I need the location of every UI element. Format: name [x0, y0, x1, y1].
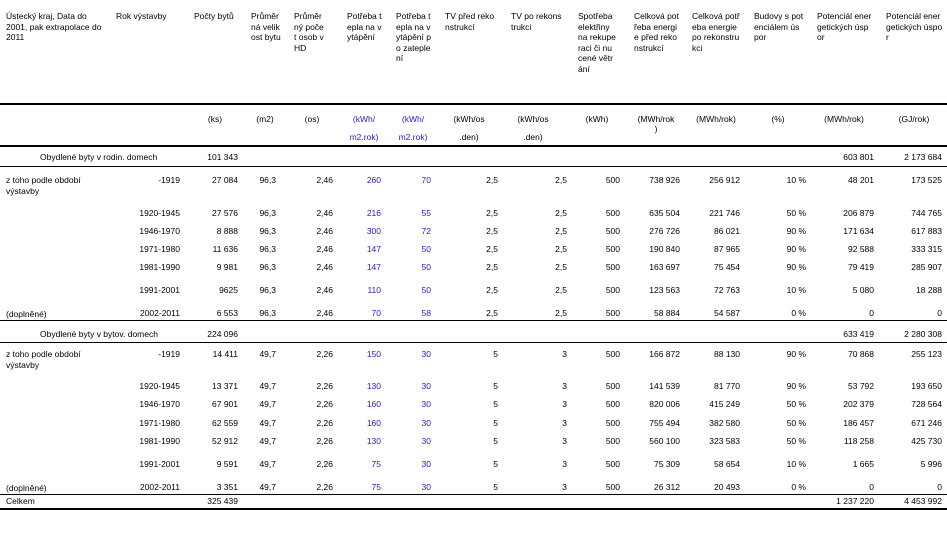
cell-area: 49,7: [259, 459, 276, 469]
cell-year: 1971-1980: [139, 418, 180, 428]
unit-heat-need-after-b: m2.rok): [398, 132, 428, 142]
cell-heat: 70: [371, 308, 381, 318]
cell-pot-gj: 728 564: [911, 399, 942, 409]
unit-total-before-b: ): [654, 124, 658, 134]
cell-year: 1981-1990: [139, 262, 180, 272]
cell-year: 1971-1980: [139, 244, 180, 254]
cell-total-before: 75 309: [654, 459, 680, 469]
cell-tv-after: 2,5: [555, 308, 567, 318]
cell-persons: 2,46: [316, 244, 333, 254]
cell-tv-before: 5: [493, 399, 498, 409]
cell-total-after: 58 654: [714, 459, 740, 469]
cell-persons: 2,46: [316, 308, 333, 318]
cell-el: 500: [605, 208, 620, 218]
cell-heat-after: 72: [421, 226, 431, 236]
cell-total-after: 88 130: [714, 349, 740, 359]
cell-pot-mwh: 0: [869, 482, 874, 492]
cell-heat-after: 30: [421, 349, 431, 359]
section-title: Obydlené byty v bytov. domech: [40, 329, 158, 339]
cell-flats: 67 901: [212, 399, 238, 409]
cell-tv-before: 5: [493, 436, 498, 446]
cell-year: -1919: [158, 175, 180, 185]
cell-heat: 160: [366, 418, 381, 428]
cell-tv-after: 3: [562, 436, 567, 446]
cell-total-after: 54 587: [714, 308, 740, 318]
unit-potential-gj: (GJ/rok): [898, 114, 930, 124]
header-region: Ústecký kraj, Data do 2001, pak extrapolace do 2011: [6, 11, 102, 42]
cell-year: 1991-2001: [139, 285, 180, 295]
cell-pot-gj: 285 907: [911, 262, 942, 272]
cell-el: 500: [605, 436, 620, 446]
cell-share: 10 %: [786, 459, 806, 469]
cell-persons: 2,26: [316, 482, 333, 492]
cell-flats: 52 912: [212, 436, 238, 446]
cell-persons: 2,26: [316, 349, 333, 359]
unit-flats: (ks): [207, 114, 223, 124]
cell-pot-mwh: 48 201: [848, 175, 874, 185]
cell-year: 1920-1945: [139, 381, 180, 391]
cell-tv-after: 2,5: [555, 175, 567, 185]
row-divider: [0, 320, 947, 321]
header-electricity: Spotřeba elektřiny na rekuperaci či nucené větrání: [578, 11, 616, 74]
cell-pot-gj: 671 246: [911, 418, 942, 428]
cell-share: 90 %: [786, 226, 806, 236]
cell-pot-mwh: 206 879: [843, 208, 874, 218]
cell-heat-after: 30: [421, 381, 431, 391]
cell-total-after: 221 746: [709, 208, 740, 218]
cell-share: 10 %: [786, 175, 806, 185]
cell-total-after: 87 965: [714, 244, 740, 254]
cell-heat: 150: [366, 349, 381, 359]
cell-total-before: 738 926: [649, 175, 680, 185]
header-total-before: Celková potřeba energie před rekonstrukcí: [634, 11, 679, 53]
cell-total-after: 81 770: [714, 381, 740, 391]
cell-el: 500: [605, 262, 620, 272]
cell-total-after: 415 249: [709, 399, 740, 409]
cell-total-after: 72 763: [714, 285, 740, 295]
cell-persons: 2,26: [316, 399, 333, 409]
cell-flats: 9 591: [216, 459, 238, 469]
cell-heat-after: 50: [421, 262, 431, 272]
row-divider: [0, 342, 947, 343]
cell-pot-gj: 18 288: [916, 285, 942, 295]
section-potential-gj: 2 280 308: [904, 329, 942, 339]
cell-tv-after: 3: [562, 459, 567, 469]
cell-area: 96,3: [259, 244, 276, 254]
cell-el: 500: [605, 399, 620, 409]
cell-total-before: 166 872: [649, 349, 680, 359]
cell-tv-after: 3: [562, 399, 567, 409]
cell-tv-before: 2,5: [486, 208, 498, 218]
header-total-after: Celková potřeba energie po rekonstrukci: [692, 11, 740, 53]
cell-tv-before: 2,5: [486, 175, 498, 185]
cell-pot-mwh: 0: [869, 308, 874, 318]
unit-area: (m2): [256, 114, 274, 124]
cell-persons: 2,46: [316, 226, 333, 236]
cell-heat-after: 70: [421, 175, 431, 185]
cell-year: -1919: [158, 349, 180, 359]
cell-tv-after: 3: [562, 349, 567, 359]
cell-el: 500: [605, 175, 620, 185]
cell-heat-after: 30: [421, 459, 431, 469]
cell-total-before: 26 312: [654, 482, 680, 492]
doplnene-label: (doplněné): [6, 483, 47, 493]
section-flats: 224 096: [207, 329, 238, 339]
cell-flats: 6 553: [216, 308, 238, 318]
cell-el: 500: [605, 482, 620, 492]
cell-area: 49,7: [259, 482, 276, 492]
cell-pot-mwh: 171 634: [843, 226, 874, 236]
cell-tv-before: 2,5: [486, 244, 498, 254]
cell-total-after: 75 454: [714, 262, 740, 272]
cell-flats: 9625: [219, 285, 238, 295]
cell-pot-gj: 333 315: [911, 244, 942, 254]
cell-area: 49,7: [259, 399, 276, 409]
cell-tv-before: 2,5: [486, 262, 498, 272]
cell-share: 90 %: [786, 349, 806, 359]
unit-tv-before-a: (kWh/os: [453, 114, 485, 124]
units-divider: [0, 145, 947, 147]
cell-pot-gj: 193 650: [911, 381, 942, 391]
cell-total-after: 20 493: [714, 482, 740, 492]
cell-flats: 8 888: [216, 226, 238, 236]
unit-electricity: (kWh): [585, 114, 609, 124]
cell-pot-mwh: 186 457: [843, 418, 874, 428]
unit-heat-need-a: (kWh/: [352, 114, 376, 124]
cell-share: 10 %: [786, 285, 806, 295]
unit-tv-before-b: .den): [459, 132, 479, 142]
cell-total-before: 141 539: [649, 381, 680, 391]
cell-tv-before: 5: [493, 381, 498, 391]
cell-heat-after: 50: [421, 244, 431, 254]
cell-heat: 130: [366, 436, 381, 446]
unit-total-after: (MWh/rok): [696, 114, 736, 124]
cell-pot-mwh: 5 080: [852, 285, 874, 295]
doplnene-label: (doplněné): [6, 309, 47, 319]
section-flats: 101 343: [207, 152, 238, 162]
cell-pot-mwh: 70 868: [848, 349, 874, 359]
cell-tv-before: 2,5: [486, 226, 498, 236]
cell-total-before: 190 840: [649, 244, 680, 254]
cell-total-before: 163 697: [649, 262, 680, 272]
cell-year: 1991-2001: [139, 459, 180, 469]
cell-share: 50 %: [786, 399, 806, 409]
cell-el: 500: [605, 381, 620, 391]
cell-area: 49,7: [259, 436, 276, 446]
cell-heat: 216: [366, 208, 381, 218]
cell-share: 50 %: [786, 208, 806, 218]
cell-tv-after: 2,5: [555, 226, 567, 236]
header-potential-mwh: Potenciál energetických úspor: [817, 11, 872, 42]
cell-pot-mwh: 79 419: [848, 262, 874, 272]
cell-area: 96,3: [259, 175, 276, 185]
header-area: Průměrná velikost bytu: [251, 11, 281, 42]
cell-year: 2002-2011: [139, 308, 180, 318]
cell-total-before: 820 006: [649, 399, 680, 409]
cell-year: 1946-1970: [139, 226, 180, 236]
cell-pot-mwh: 1 665: [852, 459, 874, 469]
cell-persons: 2,26: [316, 418, 333, 428]
cell-total-before: 560 100: [649, 436, 680, 446]
cell-el: 500: [605, 308, 620, 318]
header-tv-before: TV před rekonstrukcí: [445, 11, 495, 32]
cell-year: 2002-2011: [139, 482, 180, 492]
unit-heat-need-after-a: (kWh/: [401, 114, 425, 124]
cell-pot-gj: 744 765: [911, 208, 942, 218]
cell-flats: 14 411: [212, 349, 238, 359]
cell-share: 50 %: [786, 436, 806, 446]
cell-total-after: 256 912: [709, 175, 740, 185]
row-divider: [0, 166, 947, 167]
cell-pot-mwh: 118 258: [843, 436, 874, 446]
cell-heat-after: 30: [421, 482, 431, 492]
cell-tv-before: 2,5: [486, 308, 498, 318]
unit-potential-mwh: (MWh/rok): [824, 114, 864, 124]
cell-heat: 75: [371, 482, 381, 492]
cell-heat: 300: [366, 226, 381, 236]
cell-area: 49,7: [259, 418, 276, 428]
cell-share: 50 %: [786, 418, 806, 428]
cell-flats: 3 351: [216, 482, 238, 492]
cell-area: 96,3: [259, 262, 276, 272]
cell-persons: 2,46: [316, 285, 333, 295]
cell-share: 90 %: [786, 244, 806, 254]
cell-area: 96,3: [259, 285, 276, 295]
cell-share: 0 %: [791, 308, 806, 318]
cell-el: 500: [605, 349, 620, 359]
cell-el: 500: [605, 244, 620, 254]
cell-tv-before: 5: [493, 418, 498, 428]
cell-pot-gj: 173 525: [911, 175, 942, 185]
cell-pot-gj: 0: [937, 308, 942, 318]
cell-total-before: 123 563: [649, 285, 680, 295]
unit-tv-after-a: (kWh/os: [517, 114, 549, 124]
unit-buildings-share: (%): [771, 114, 785, 124]
cell-tv-before: 5: [493, 459, 498, 469]
cell-pot-gj: 5 996: [920, 459, 942, 469]
cell-pot-mwh: 202 379: [843, 399, 874, 409]
cell-pot-gj: 425 730: [911, 436, 942, 446]
cell-el: 500: [605, 226, 620, 236]
cell-tv-after: 2,5: [555, 262, 567, 272]
section-potential-gj: 2 173 684: [904, 152, 942, 162]
table-bottom-border: [0, 508, 947, 510]
cell-heat: 160: [366, 399, 381, 409]
cell-pot-gj: 0: [937, 482, 942, 492]
header-divider: [0, 103, 947, 105]
header-flats: Počty bytů: [194, 11, 234, 21]
cell-tv-after: 3: [562, 482, 567, 492]
header-tv-after: TV po rekonstrukci: [511, 11, 562, 32]
cell-tv-after: 2,5: [555, 208, 567, 218]
cell-total-after: 323 583: [709, 436, 740, 446]
cell-area: 49,7: [259, 349, 276, 359]
cell-area: 96,3: [259, 308, 276, 318]
cell-area: 96,3: [259, 226, 276, 236]
header-heat-need: Potřeba tepla na vytápění: [347, 11, 382, 42]
cell-persons: 2,46: [316, 175, 333, 185]
unit-tv-after-b: .den): [523, 132, 543, 142]
cell-heat-after: 50: [421, 285, 431, 295]
cell-flats: 11 636: [212, 244, 238, 254]
cell-flats: 13 371: [212, 381, 238, 391]
cell-heat: 260: [366, 175, 381, 185]
cell-pot-mwh: 53 792: [848, 381, 874, 391]
cell-pot-gj: 255 123: [911, 349, 942, 359]
cell-flats: 9 981: [216, 262, 238, 272]
total-flats: 325 439: [207, 496, 238, 506]
cell-heat: 147: [366, 262, 381, 272]
cell-tv-after: 2,5: [555, 285, 567, 295]
cell-heat-after: 30: [421, 399, 431, 409]
section-title: Obydlené byty v rodin. domech: [40, 152, 158, 162]
cell-tv-before: 5: [493, 482, 498, 492]
unit-total-before-a: (MWh/rok: [637, 114, 675, 124]
cell-flats: 27 084: [212, 175, 238, 185]
header-persons: Průměrný počet osob v HD: [294, 11, 324, 53]
unit-persons: (os): [304, 114, 320, 124]
cell-heat: 75: [371, 459, 381, 469]
group-label: z toho podle období výstavby: [6, 175, 81, 196]
cell-share: 90 %: [786, 262, 806, 272]
cell-total-after: 86 021: [714, 226, 740, 236]
cell-heat-after: 58: [421, 308, 431, 318]
cell-persons: 2,26: [316, 436, 333, 446]
section-potential-mwh: 633 419: [843, 329, 874, 339]
cell-persons: 2,46: [316, 208, 333, 218]
cell-year: 1981-1990: [139, 436, 180, 446]
cell-share: 90 %: [786, 381, 806, 391]
cell-flats: 27 576: [212, 208, 238, 218]
group-label: z toho podle období výstavby: [6, 349, 81, 370]
header-year: Rok výstavby: [116, 11, 167, 21]
cell-persons: 2,26: [316, 381, 333, 391]
total-potential-mwh: 1 237 220: [836, 496, 874, 506]
cell-tv-before: 2,5: [486, 285, 498, 295]
header-buildings-share: Budovy s potenciálem úspor: [754, 11, 804, 42]
cell-heat: 147: [366, 244, 381, 254]
header-potential-gj: Potenciál energetických úspor: [886, 11, 943, 42]
cell-heat-after: 30: [421, 418, 431, 428]
cell-area: 49,7: [259, 381, 276, 391]
total-label: Celkem: [6, 496, 35, 506]
unit-heat-need-b: m2.rok): [349, 132, 379, 142]
header-heat-need-after: Potřeba tepla na vytápění po zateplení: [396, 11, 431, 63]
cell-total-after: 382 580: [709, 418, 740, 428]
section-potential-mwh: 603 801: [843, 152, 874, 162]
cell-persons: 2,46: [316, 262, 333, 272]
cell-year: 1920-1945: [139, 208, 180, 218]
cell-el: 500: [605, 285, 620, 295]
cell-flats: 62 559: [212, 418, 238, 428]
cell-persons: 2,26: [316, 459, 333, 469]
cell-heat: 110: [367, 285, 381, 295]
cell-el: 500: [605, 459, 620, 469]
cell-heat-after: 55: [421, 208, 431, 218]
cell-year: 1946-1970: [139, 399, 180, 409]
cell-total-before: 635 504: [649, 208, 680, 218]
cell-tv-after: 3: [562, 418, 567, 428]
cell-tv-after: 3: [562, 381, 567, 391]
cell-pot-mwh: 92 588: [848, 244, 874, 254]
row-divider: [0, 494, 947, 495]
total-potential-gj: 4 453 992: [904, 496, 942, 506]
cell-heat-after: 30: [421, 436, 431, 446]
cell-total-before: 755 494: [649, 418, 680, 428]
cell-area: 96,3: [259, 208, 276, 218]
cell-tv-before: 5: [493, 349, 498, 359]
cell-total-before: 58 884: [654, 308, 680, 318]
cell-total-before: 276 726: [649, 226, 680, 236]
cell-tv-after: 2,5: [555, 244, 567, 254]
cell-el: 500: [605, 418, 620, 428]
cell-heat: 130: [366, 381, 381, 391]
cell-share: 0 %: [791, 482, 806, 492]
cell-pot-gj: 617 883: [911, 226, 942, 236]
